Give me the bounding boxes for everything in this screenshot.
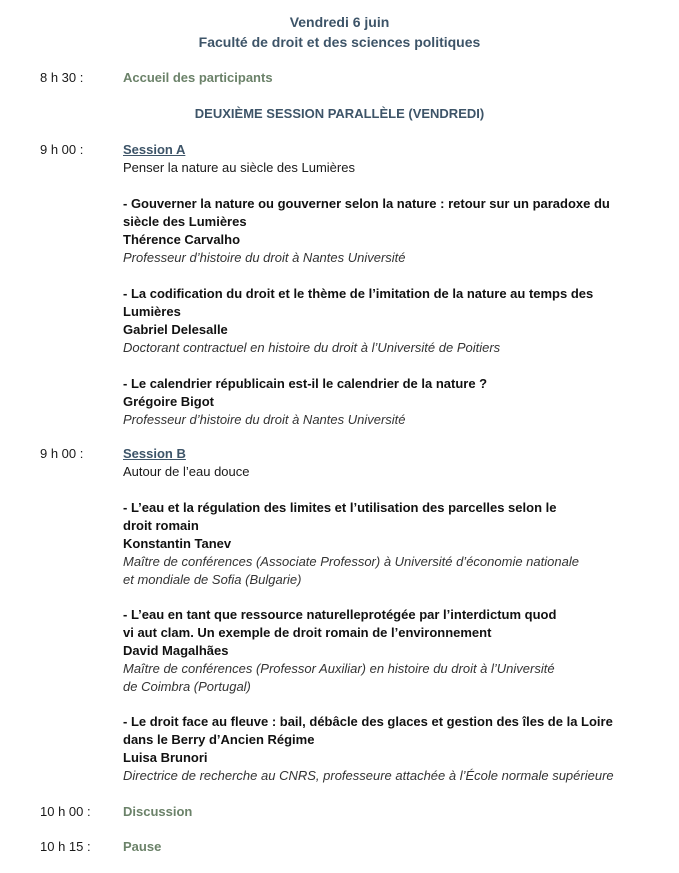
parallel-session-title: DEUXIÈME SESSION PARALLÈLE (VENDREDI) — [194, 106, 485, 121]
welcome-time: 8 h 30 : — [40, 70, 84, 85]
event-date: Vendredi 6 juin — [289, 14, 390, 30]
speaker-affiliation-cont: de Coimbra (Portugal) — [123, 679, 251, 694]
pause-label: Pause — [123, 839, 162, 854]
talk-title-cont: vi aut clam. Un exemple de droit romain de l’environnement — [123, 625, 492, 640]
talk-a3 — [123, 375, 643, 429]
talk-a1 — [123, 195, 643, 267]
talk-title: - Gouverner la nature ou gouverner selon la nature : retour sur un paradoxe du — [123, 196, 610, 211]
talk-title-cont: droit romain — [123, 518, 199, 533]
session-b — [123, 445, 643, 481]
session-b-link[interactable]: Session B — [123, 446, 186, 461]
speaker-name: Konstantin Tanev — [123, 536, 232, 551]
talk-title-cont: siècle des Lumières — [123, 214, 247, 229]
speaker-affiliation: Maître de conférences (Professor Auxiliar) en histoire du droit à l’Université — [123, 661, 555, 676]
speaker-affiliation: Doctorant contractuel en histoire du droit à l’Université de Poitiers — [123, 340, 501, 355]
event-venue: Faculté de droit et des sciences politiques — [198, 34, 481, 50]
speaker-name: Grégoire Bigot — [123, 394, 215, 409]
talk-b3 — [123, 713, 643, 785]
discussion-time: 10 h 00 : — [40, 804, 91, 819]
speaker-affiliation-cont: et mondiale de Sofia (Bulgarie) — [123, 572, 302, 587]
speaker-affiliation: Professeur d’histoire du droit à Nantes Université — [123, 250, 406, 265]
speaker-affiliation: Maître de conférences (Associate Professor) à Université d’économie nationale — [123, 554, 579, 569]
welcome-label: Accueil des participants — [123, 70, 273, 85]
talk-title-cont: dans le Berry d’Ancien Régime — [123, 732, 315, 747]
speaker-name: Luisa Brunori — [123, 750, 208, 765]
talk-title-cont: Lumières — [123, 304, 181, 319]
talk-title: - L’eau et la régulation des limites et l’utilisation des parcelles selon le — [123, 500, 557, 515]
talk-title: - L’eau en tant que ressource naturelleprotégée par l’interdictum quod — [123, 607, 557, 622]
speaker-name: Thérence Carvalho — [123, 232, 241, 247]
session-b-theme: Autour de l’eau douce — [123, 464, 250, 479]
discussion-label: Discussion — [123, 804, 193, 819]
speaker-name: Gabriel Delesalle — [123, 322, 228, 337]
talk-title: - Le droit face au fleuve : bail, débâcle des glaces et gestion des îles de la Loire — [123, 714, 613, 729]
speaker-affiliation: Directrice de recherche au CNRS, professeure attachée à l’École normale supérieure — [123, 768, 614, 783]
pause-time: 10 h 15 : — [40, 839, 91, 854]
session-a-theme: Penser la nature au siècle des Lumières — [123, 160, 355, 175]
talk-b1 — [123, 499, 643, 589]
speaker-name: David Magalhães — [123, 643, 229, 658]
talk-b2 — [123, 606, 643, 696]
session-b-time: 9 h 00 : — [40, 446, 84, 461]
session-a — [123, 141, 643, 177]
session-a-time: 9 h 00 : — [40, 142, 84, 157]
talk-title: - La codification du droit et le thème de l’imitation de la nature au temps des — [123, 286, 594, 301]
session-a-link[interactable]: Session A — [123, 142, 186, 157]
talk-title: - Le calendrier républicain est-il le calendrier de la nature ? — [123, 376, 488, 391]
talk-a2 — [123, 285, 643, 357]
speaker-affiliation: Professeur d’histoire du droit à Nantes Université — [123, 412, 406, 427]
